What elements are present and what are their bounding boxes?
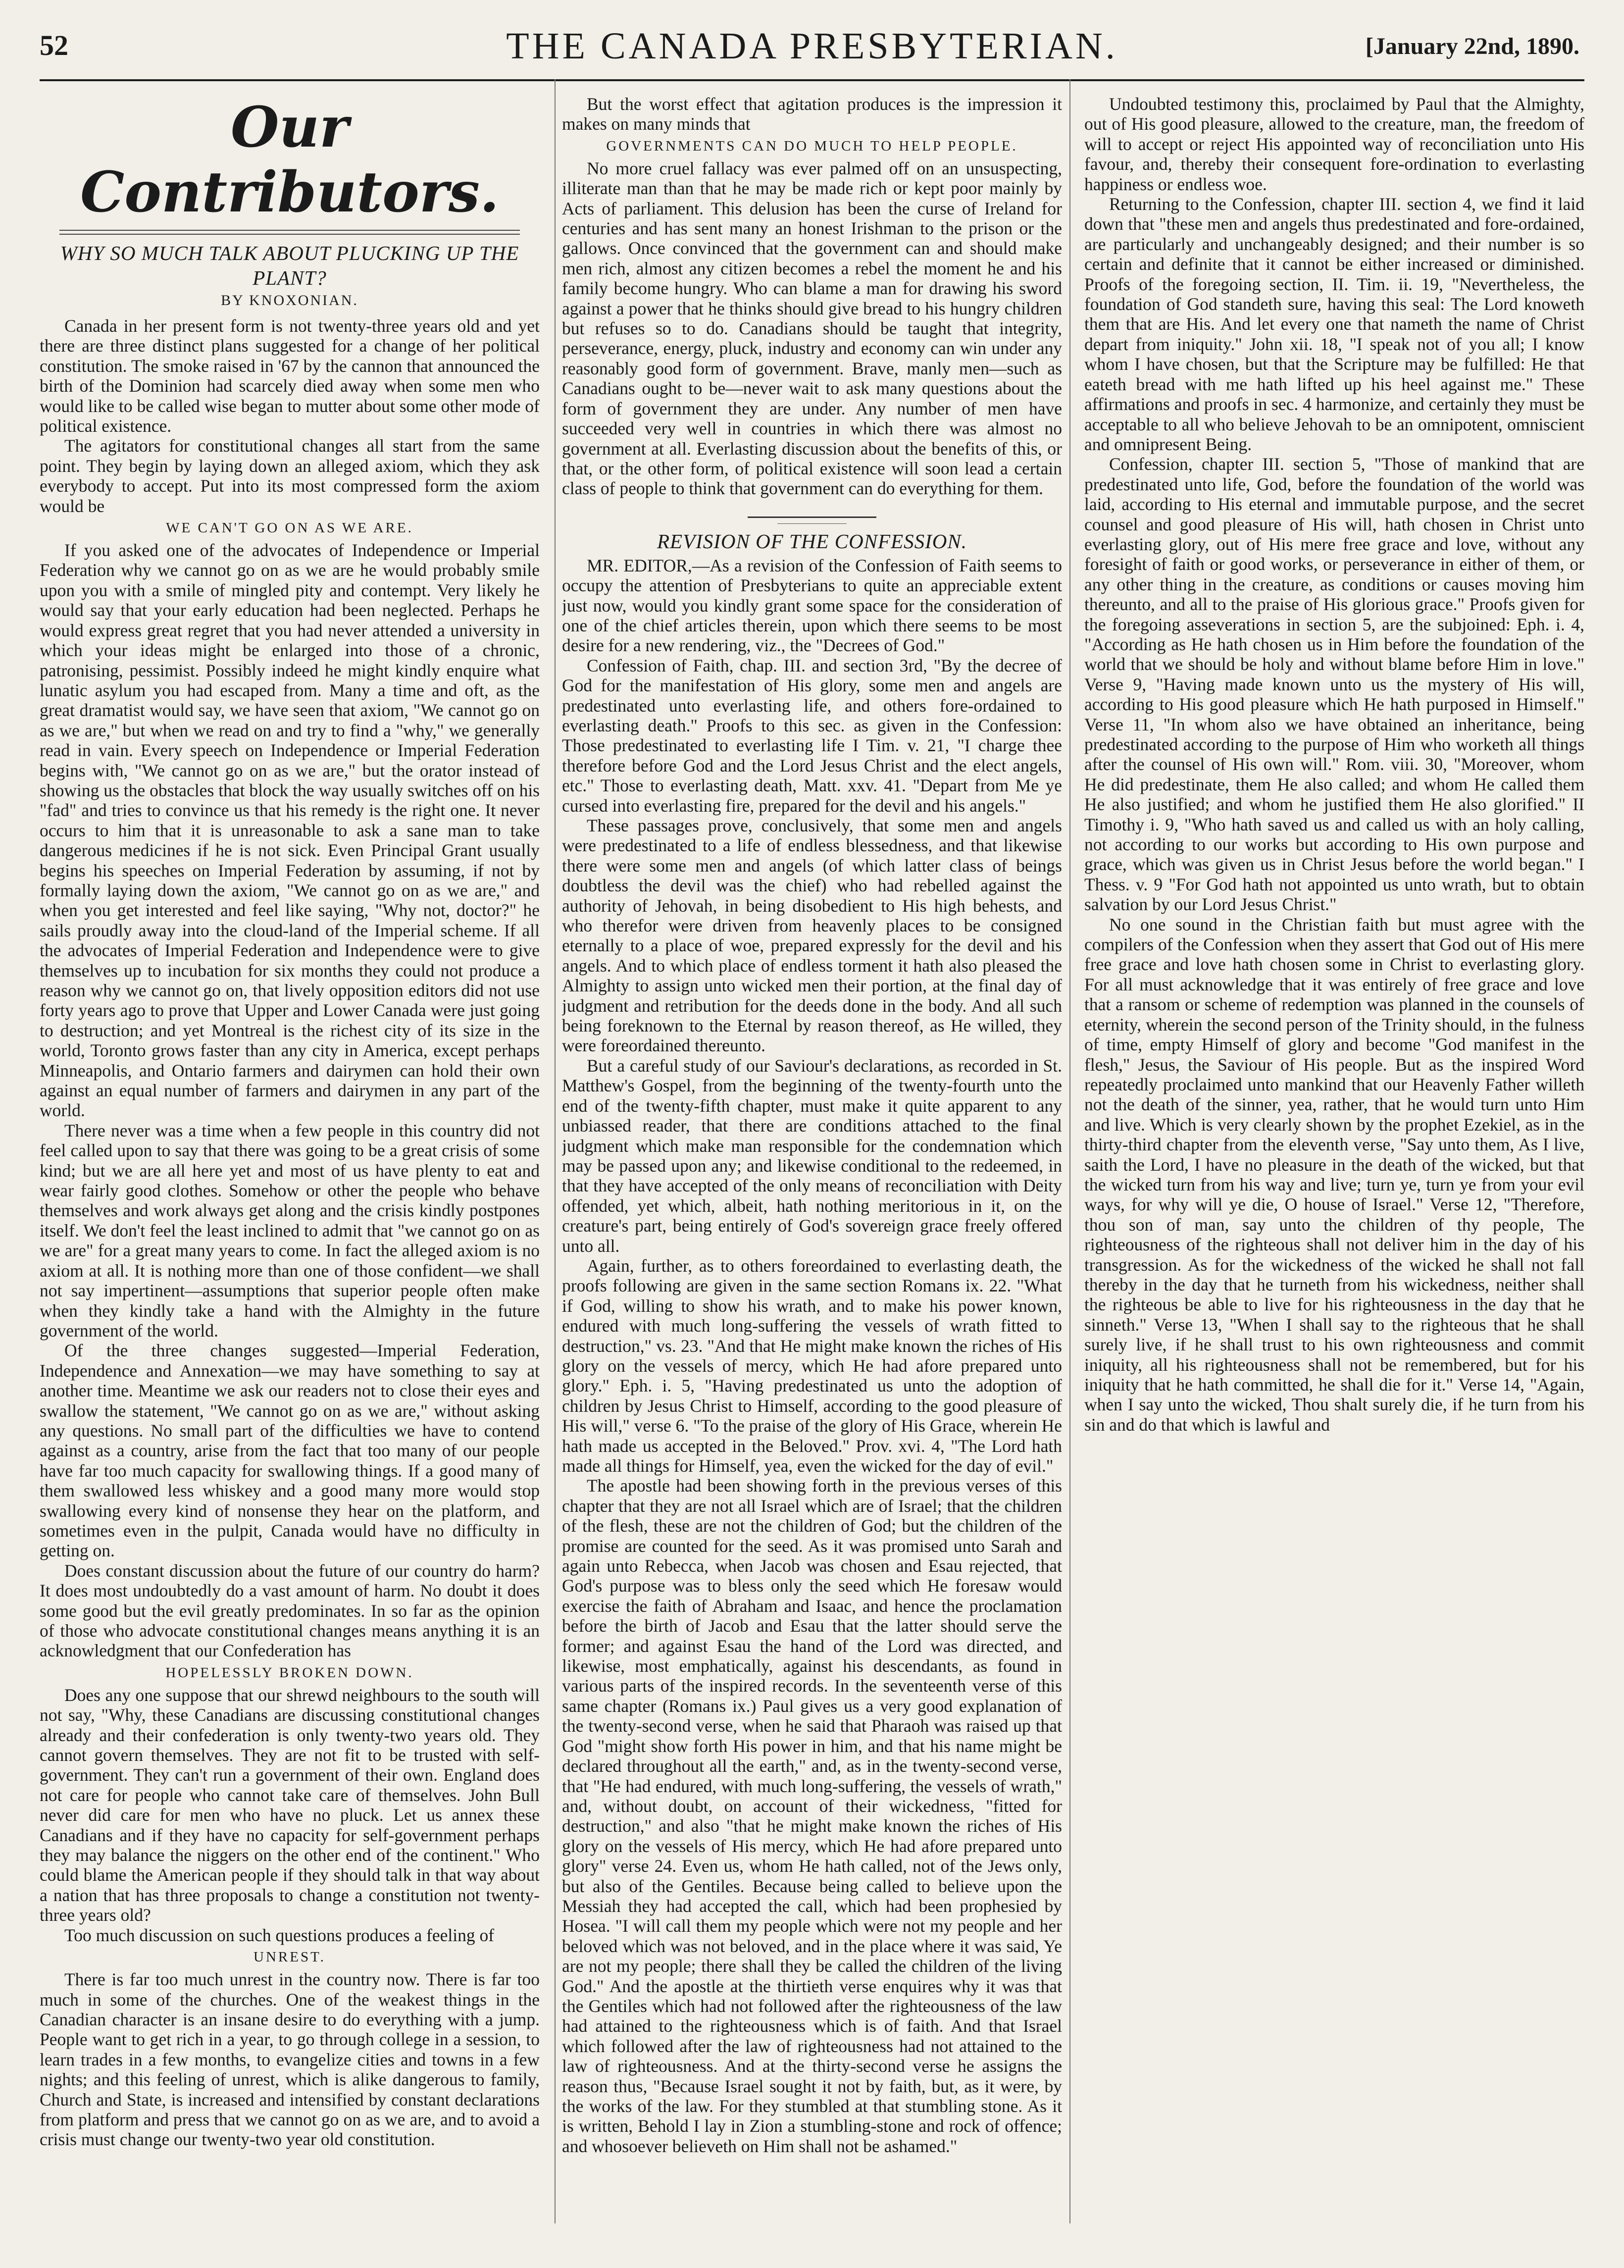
section-title: Our Contributors.: [80, 95, 499, 225]
article-1-paragraph: There is far too much unrest in the country now. There is far too much in some of the churches. One of the weakest things in the Canadian character is an insane desire to do everything with a jump. People want to get rich in a year, to go through college in a session, to learn trades in a few months, to evangelize cities and towns in a few nights; and this feeling of unrest, which is alike dangerous to family, Church and State, is increased and intensified by constant declarations from platform and press that we cannot go on as we are, and to avoid a crisis must change our twenty-two year old constitution.: [40, 1969, 540, 2150]
article-1-subhead: WE CAN'T GO ON AS WE ARE.: [166, 520, 413, 536]
column-rule: [1069, 79, 1070, 2223]
article-1-subhead: UNREST.: [254, 1949, 326, 1965]
article-divider: [562, 512, 1062, 524]
article-2-paragraph: Undoubted testimony this, proclaimed by Paul that the Almighty, out of His good pleasure, allowed to the creature, man, the freedom of will to accept or reject His appointed way of reconciliation unto His favour, and, thereby their consequent fore-ordination to everlasting happiness or endless woe.: [1084, 94, 1584, 194]
article-1-paragraph: No more cruel fallacy was ever palmed off on an unsuspecting, illiterate man than that he may be made rich or kept poor mainly by Acts of parliament. This delusion has been the curse of Ireland for centuries and has sent many an honest Irishman to the prison or the gallows. Once convinced that the government can and should make men rich, almost any citizen becomes a rebel the moment he and his family become hungry. Who can blame a man for drawing his sword against a power that he thinks should give bread to his hungry children but refuses so to do. Canadians should be taught that integrity, perseverance, energy, pluck, industry and economy can win under any reasonably good form of government. Brave, manly men—such as Canadians ought to be—never wait to ask many questions about the form of government they are under. Any number of men have succeeded very well in countries in which there was almost no government at all. Everlasting discussion about the benefits of this, or that, or the other form, of political existence will soon lead a certain class of people to think that government can do everything for them.: [562, 158, 1062, 499]
article-2-title: REVISION OF THE CONFESSION.: [657, 529, 967, 553]
article-2-paragraph: The apostle had been showing forth in the previous verses of this chapter that they are not all Israel which are of Israel; that the children of the flesh, these are not the children of God; but the children of the promise are counted for the seed. As it was promised unto Sarah and again unto Rebecca, when Jacob was chosen and Esau rejected, that God's purpose was to bless only the seed which He foresaw would exercise the faith of Abraham and Isaac, and hence the proclamation before the birth of Jacob and Esau that the latter should serve the former; and against Esau the hand of the Lord was directed, and likewise, most emphatically, against his descendants, as found in various parts of the inspired records. In the seventeenth verse of this same chapter (Romans ix.) Paul gives us a very good explanation of the twenty-second verse, when he said that Pharaoh was raised up that God "might show forth His power in him, and that his name might be declared throughout all the earth," and, as in the twenty-second verse, that "He had endured, with much long-suffering, the vessels of wrath," and, without doubt, on account of their wickedness, "fitted for destruction," and also "that he might make known the riches of His glory on the vessels of His mercy, which He had afore prepared unto glory" verse 24. Even us, whom He hath called, not of the Jews only, but also of the Gentiles. Because being called to believe upon the Messiah they had accepted the call, which had been prophesied by Hosea. "I will call them my people which were not my people and her beloved which was not beloved, and in the place where it was said, Ye are not my people; there shall they be called the children of the living God." And the apostle at the thirtieth verse enquires why it was that the Gentiles which had not followed after the righteousness of the law had attained to the righteousness which is of faith. And that Israel which followed after the law of righteousness had not attained to the law of righteousness. And at the thirty-second verse he assigns the reason thus, "Because Israel sought it not by faith, but, as it were, by the works of the law. For they stumbled at that stumbling stone. As it is written, Behold I lay in Zion a stumbling-stone and rock of offence; and whosoever believeth on Him shall not be ashamed.": [562, 1476, 1062, 2156]
issue-date: [January 22nd, 1890.: [1365, 33, 1579, 59]
article-1-byline: BY KNOXONIAN.: [221, 292, 358, 309]
article-1-title: WHY SO MUCH TALK ABOUT PLUCKING UP THE PLANT?: [60, 242, 519, 289]
article-1-paragraph: But the worst effect that agitation produces is the impression it makes on many minds that: [562, 94, 1062, 134]
article-2-paragraph: MR. EDITOR,—As a revision of the Confession of Faith seems to occupy the attention of Presbyterians to quite an appreciable extent just now, would you kindly grant some space for the consideration of one of the chief articles therein, upon which there seems to be most desire for a new rendering, viz., the "Decrees of God.": [562, 555, 1062, 656]
article-1-paragraph: Too much discussion on such questions produces a feeling of: [64, 1925, 495, 1945]
article-1-paragraph: If you asked one of the advocates of Independence or Imperial Federation why we cannot go on as we are he would probably smile upon you with a smile of mingled pity and contempt. Very likely he would say that your early education had been neglected. Perhaps he would express great regret that you had never attended a university in which your ideas might be enlarged into those of a chronic, patronising, pessimist. Possibly indeed he might kindly enquire what lunatic asylum you had escaped from. Many a time and oft, as the great dramatist would say, we have seen that axiom, "We cannot go on as we are," but when we read on and try to find a "why," we generally read in vain. Every speech on Independence or Imperial Federation begins with, "We cannot go on as we are," but the orator instead of showing us the obstacles that block the way usually switches off on his "fad" and tries to convince us that his remedy is the right one. It never occurs to him that it is unreasonable to ask a sane man to take dangerous medicines if he is not sick. Even Principal Grant usually begins his speeches on Imperial Federation by assuming, if not by formally laying down the axiom, "We cannot go on as we are," and when you get interested and feel like saying, "Why not, doctor?" he sails proudly away into the cloud-land of the Imperial scheme. If all the advocates of Imperial Federation and Independence were to give themselves up to incubation for six months they could not produce a reason why we cannot go on, that lively opposition editors did not use forty years ago to prove that Upper and Lower Canada were just going to destruction; and yet Montreal is the richest city of its size in the world, Toronto grows faster than any city in America, except perhaps Minneapolis, and Ontario farmers and dairymen can hold their own against an equal number of farmers and dairymen in any part of the world.: [40, 540, 540, 1121]
page-number: 52: [40, 29, 68, 61]
column-3: [1084, 94, 1584, 2238]
article-1-paragraph: Does constant discussion about the future of our country do harm? It does most undoubtedly do a vast amount of harm. No doubt it does some good but the evil greatly predominates. In so far as the opinion of those who advocate constitutional changes means anything it is an acknowledgment that our Confederation has: [40, 1560, 540, 1661]
article-1-subhead: HOPELESSLY BROKEN DOWN.: [165, 1664, 414, 1681]
article-1-paragraph: Of the three changes suggested—Imperial Federation, Independence and Annexation—we may have something to say at another time. Meantime we ask our readers not to close their eyes and swallow the statement, "We cannot go on as we are," without asking any questions. No small part of the difficulties we have to contend against as a country, arise from the fact that too many of our people have far too much capacity for swallowing things. If a good many of them swallowed less whiskey and a good many more would stop swallowing every kind of nonsense they hear on the platform, and sometimes even in the pulpit, Canada would have no difficulty in getting on.: [40, 1340, 540, 1561]
journal-title: THE CANADA PRESBYTERIAN.: [506, 25, 1118, 67]
article-2-paragraph: Returning to the Confession, chapter III. section 4, we find it laid down that "these men and angels thus predestinated and fore-ordained, are particularly and unchangeably designed; and their number is so certain and definite that it cannot be either increased or diminished. Proofs of the foregoing section, II. Tim. ii. 19, "Nevertheless, the foundation of God standeth sure, having this seal: The Lord knoweth them that are His. And let every one that nameth the name of Christ depart from iniquity." John xii. 18, "I speak not of you all; I know whom I have chosen, but that the Scripture may be fulfilled: He that eateth bread with me hath lifted up his heel against me." These affirmations and proofs in sec. 4 harmonize, and certainly they must be acceptable to all who believe Jehovah to be an omnipotent, omniscient and omnipresent Being.: [1084, 194, 1584, 454]
article-1-paragraph: Does any one suppose that our shrewd neighbours to the south will not say, "Why, these Canadians are discussing constitutional changes already and their confederation is only twenty-two years old. They cannot govern themselves. They are not fit to be trusted with self-government. They can't run a government of their own. England does not care for people who cannot take care of themselves. John Bull never did care for men who have no pluck. Let us annex these Canadians and if they have no capacity for self-government perhaps they may balance the niggers on the other end of the continent." Who could blame the American people if they should talk in that way about a nation that has three proposals to change a constitution not twenty-three years old?: [40, 1685, 540, 1925]
column-2: [562, 94, 1062, 2238]
article-2-paragraph: Confession of Faith, chap. III. and section 3rd, "By the decree of God for the manifestation of His glory, some men and angels are predestinated unto everlasting life, and others fore-ordained to everlasting death." Proofs to this sec. as given in the Confession: Those predestinated to everlasting life I Tim. v. 21, "I charge thee therefore before God and the Lord Jesus Christ and the elect angels, etc." Those to everlasting death, Matt. xxv. 41. "Depart from Me ye cursed into everlasting fire, prepared for the devil and his angels.": [562, 655, 1062, 816]
masthead: [40, 20, 1584, 81]
article-1-paragraph: The agitators for constitutional changes all start from the same point. They begin by laying down an alleged axiom, which they ask everybody to accept. Put into its most compressed form the axiom would be: [40, 436, 540, 516]
article-2-paragraph: But a careful study of our Saviour's declarations, as recorded in St. Matthew's Gospel, from the beginning of the twenty-fourth unto the end of the twenty-fifth chapter, must make it quite apparent to any unbiassed reader, that there are conditions attached to the final judgment which make man responsible for the condemnation which may be passed upon any; and likewise conditional to the redeemed, in that they have accepted of the only means of reconciliation with Deity offended, yet which, albeit, hath nothing meritorious in it, on the creature's part, being entirely of God's sovereign grace freely offered unto all.: [562, 1055, 1062, 1256]
column-rule: [555, 79, 556, 2223]
title-rule: [59, 230, 520, 235]
article-1-paragraph: Canada in her present form is not twenty-three years old and yet there are three distinct plans suggested for a change of her political constitution. The smoke raised in '67 by the cannon that announced the birth of the Dominion had scarcely died away when some men who would like to be called wise began to mutter about some other mode of political existence.: [40, 316, 540, 436]
page-columns: [40, 94, 1584, 2238]
article-2-paragraph: These passages prove, conclusively, that some men and angels were predestinated to a life of endless blessedness, and that likewise there were some men and angels (of which latter class of beings doubtless the devil was the chief) who had rebelled against the authority of Jehovah, in being disobedient to His high behests, and who therefor were driven from heavenly places to be consigned eternally to a place of woe, prepared expressly for the devil and his angels. And to which place of endless torment it hath also pleased the Almighty to assign unto wicked men their portion, at the final day of judgment and retribution for the deeds done in the body. And all such being foreknown to the Eternal by reason thereof, as He willed, they were foreordained thereunto.: [562, 816, 1062, 1056]
article-2-paragraph: Again, further, as to others foreordained to everlasting death, the proofs following are given in the same section Romans ix. 22. "What if God, willing to show his wrath, and to make his power known, endured with much long-suffering the vessels of wrath fitted to destruction," vs. 23. "And that He might make known the riches of His glory on the vessels of mercy, which He had afore prepared unto glory." Eph. i. 5, "Having predestinated us unto the adoption of children by Jesus Christ to Himself, according to the good pleasure of His will," verse 6. "To the praise of the glory of His Grace, wherein He hath made us accepted in the Beloved." Prov. xvi. 4, "The Lord hath made all things for Himself, yea, even the wicked for the day of evil.": [562, 1255, 1062, 1476]
article-2-paragraph: No one sound in the Christian faith but must agree with the compilers of the Confession when they assert that God out of His mere free grace and love hath chosen some in Christ to everlasting glory. For all must acknowledge that it was entirely of free grace and love that a ransom or scheme of redemption was planned in the counsels of eternity, wherein the second person of the Trinity should, in the fulness of time, empty Himself of glory and become "God manifest in the flesh," Jesus, the Saviour of His people. But as the inspired Word repeatedly proclaimed unto mankind that our Heavenly Father willeth not the death of the sinner, yea, rather, that he would turn unto Him and live. Which is very clearly shown by the prophet Ezekiel, as in the thirty-third chapter from the eleventh verse, "Say unto them, As I live, saith the Lord, I have no pleasure in the death of the wicked, but that the wicked turn from his way and live; turn ye, turn ye from your evil ways, for why will ye die, O house of Israel." Verse 12, "Therefore, thou son of man, say unto the children of thy people, The righteousness of the righteous shall not deliver him in the day of his transgression. As for the wickedness of the wicked he shall not fall thereby in the day that he turneth from his wickedness, neither shall the righteous be able to live for his righteousness in the day that he sinneth." Verse 13, "When I shall say to the righteous that he shall surely live, if he shall trust to his own righteousness and commit iniquity, all his righteousness shall not be remembered, but for his iniquity that he hath committed, he shall die for it." Verse 14, "Again, when I say unto the wicked, Thou shalt surely die, if he turn from his sin and do that which is lawful and: [1084, 914, 1584, 1435]
article-1-subhead: GOVERNMENTS CAN DO MUCH TO HELP PEOPLE.: [606, 138, 1018, 154]
article-1-paragraph: There never was a time when a few people in this country did not feel called upon to say that there was going to be a great crisis of some kind; but we are all here yet and most of us have plenty to eat and wear fairly good clothes. Somehow or other the people who behave themselves and work always get along and the crisis kindly postpones itself. We don't feel the least inclined to admit that "we cannot go on as we are" for a great many years to come. In fact the alleged axiom is no axiom at all. It is nothing more than one of those confident—we shall not say impertinent—assumptions that superior people often make when they kindly take a hand with the Almighty in the future government of the world.: [40, 1120, 540, 1340]
column-1: [40, 94, 540, 2238]
article-2-paragraph: Confession, chapter III. section 5, "Those of mankind that are predestinated unto life, God, before the foundation of the world was laid, according to His eternal and immutable purpose, and the secret counsel and good pleasure of His will, hath chosen in Christ unto everlasting glory, out of His mere free grace and love, without any foresight of faith or good works, or perseverance in either of them, or any other thing in the creature, as conditions or causes moving him thereunto, and all to the praise of His glorious grace." Proofs given for the foregoing asseverations in section 5, are the subjoined: Eph. i. 4, "According as He hath chosen us in Him before the foundation of the world that we should be holy and without blame before Him in love." Verse 9, "Having made known unto us the mystery of His will, according to His good pleasure which He hath purposed in Himself." Verse 11, "In whom also we have obtained an inheritance, being predestinated according to the purpose of Him who worketh all things after the counsel of His own will." Rom. viii. 30, "Moreover, whom He did predestinate, them He also called; and whom He called them He also justified; and whom he justified them He also glorified." II Timothy i. 9, "Who hath saved us and called us with an holy calling, not according to our works but according to His own purpose and grace, which was given us in Christ Jesus before the world began." I Thess. v. 9 "For God hath not appointed us unto wrath, but to obtain salvation by our Lord Jesus Christ.": [1084, 454, 1584, 915]
